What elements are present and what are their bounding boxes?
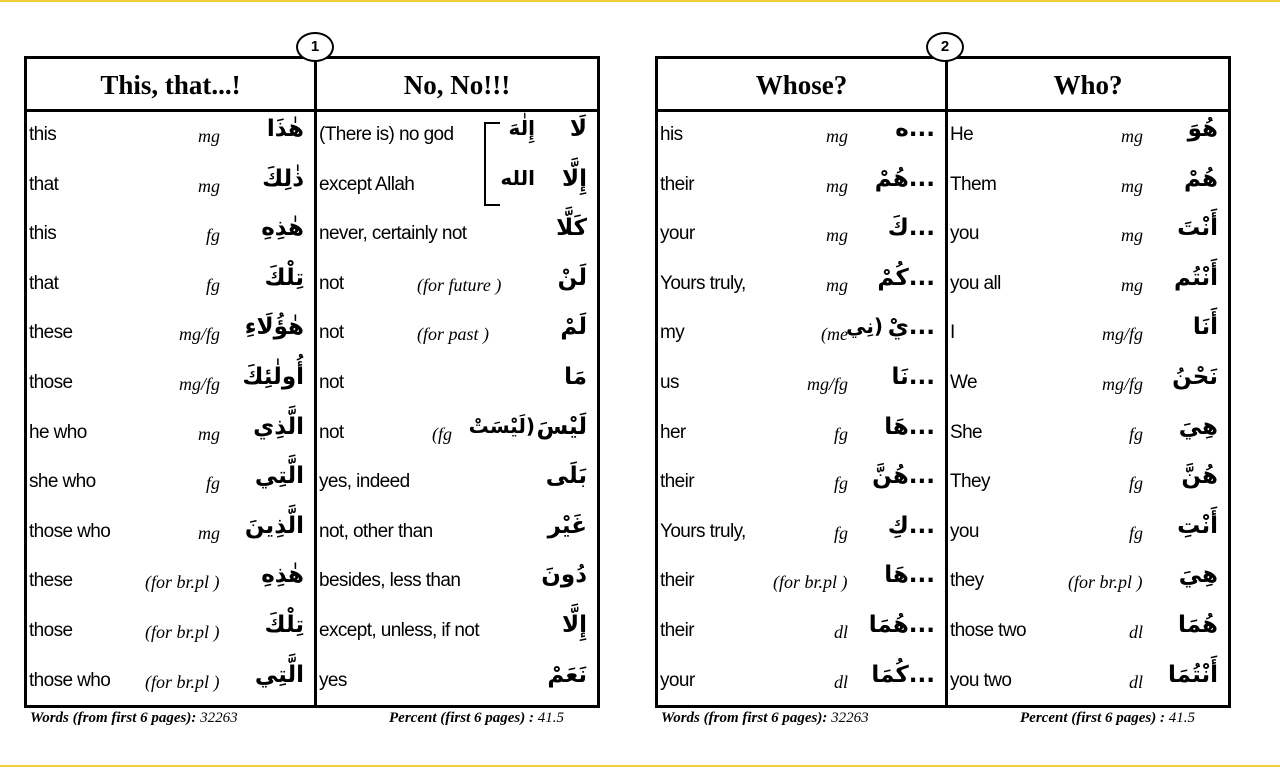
table-row [317,509,597,559]
table-row [27,658,314,708]
english-gloss: this [29,223,57,245]
grammar-tag: fg [206,274,221,295]
english-gloss: their [660,471,694,493]
english-gloss: those [29,371,73,393]
footer-words [30,710,238,727]
arabic-word: الَّتِي [254,661,304,688]
english-gloss: your [660,223,695,245]
arabic-word: هٰؤُلَاءِ [244,314,304,341]
arabic-word: تِلْكَ [264,611,304,638]
arabic-word: لَمْ [560,314,587,341]
table-row [317,658,597,708]
table-row [658,509,945,559]
english-gloss: Them [950,173,997,195]
grammar-tag: dl [1129,621,1144,642]
table-row [658,261,945,311]
grammar-tag: (for past ) [417,324,489,345]
english-gloss: us [660,371,679,393]
page-number-1: 1 [296,32,334,62]
arabic-word: لَنْ [557,264,587,291]
table-row [658,658,945,708]
english-gloss: yes, indeed [319,471,410,493]
table-row [658,162,945,212]
english-gloss: you [950,520,979,542]
column-whose [658,59,945,705]
english-gloss: their [660,619,694,641]
grammar-tag: mg [1121,175,1143,196]
arabic-word: مَا [564,363,587,390]
arabic-word: ...هُمَا [868,611,935,638]
english-gloss: these [29,322,73,344]
arabic-word: الَّذِينَ [244,512,304,539]
table-row [948,360,1228,410]
english-gloss: you two [950,669,1012,691]
shahada-bracket [484,122,500,206]
rows [658,112,945,707]
table-row [948,162,1228,212]
table-row [27,558,314,608]
table-row [27,112,314,162]
grammar-tag: dl [1129,671,1144,692]
arabic-word: كَلَّا [556,215,587,242]
table-row [948,310,1228,360]
arabic-word: هٰذِهِ [261,215,304,242]
english-gloss: they [950,570,984,592]
grammar-tag: (for br.pl ) [145,621,220,642]
grammar-tag: mg [826,126,848,146]
arabic-word: إِلَّا [561,165,587,192]
arabic-word: هِيَ [1178,562,1218,589]
grammar-tag: fg [834,473,849,494]
table-row [317,310,597,360]
arabic-word: أَنْتَ [1177,215,1218,242]
grammar-tag: mg [826,225,848,246]
arabic-word: ...كِ [887,512,935,539]
arabic-word: ...هُمْ [874,165,935,192]
english-gloss: my [660,322,685,344]
english-gloss: their [660,173,694,195]
column-title: Who? [1053,70,1123,100]
table-row [948,211,1228,261]
table-row [27,459,314,509]
arabic-word: نَعَمْ [547,661,587,688]
arabic-word: بَلَى [545,463,587,490]
table-row [658,211,945,261]
page-number-2: 2 [926,32,964,62]
table-row [317,608,597,658]
table-row [948,608,1228,658]
table-row [658,608,945,658]
grammar-tag: (for br.pl ) [145,671,220,692]
table-row [658,410,945,460]
arabic-word: ...هَا [884,562,935,589]
arabic-word: أُولٰئِكَ [242,363,304,390]
column-title: Whose? [755,70,848,100]
english-gloss: those who [29,669,111,691]
top-rule [0,0,1280,2]
grammar-tag: dl [834,671,849,692]
grammar-tag: (for br.pl ) [773,572,848,593]
table-row [317,410,597,460]
grammar-tag: mg [1121,225,1143,246]
grammar-tag: mg [826,274,848,295]
table-row [948,558,1228,608]
words-label: Words (from first 6 pages): [661,710,828,726]
english-gloss: She [950,421,983,443]
words-value: 32263 [831,710,869,726]
column-this-that [27,59,314,705]
grammar-tag: (for br.pl ) [145,572,220,593]
grammar-tag: fg [1129,522,1144,543]
arabic-word: أَنْتِ [1177,512,1218,539]
arabic-word-secondary: (لَيْسَتْ [468,413,535,438]
english-gloss: those [29,619,73,641]
grammar-tag: mg/fg [179,373,221,394]
arabic-word-secondary: (نِي [846,314,883,339]
arabic-word: ...كُمْ [877,264,935,291]
table-row [27,310,314,360]
english-gloss: Yours truly, [660,520,746,542]
arabic-word: ...هَا [884,413,935,440]
english-gloss: not [319,371,344,393]
vocab-card-2 [655,56,1231,708]
table-row [27,360,314,410]
rows [317,112,597,707]
grammar-tag: mg/fg [1102,324,1144,345]
grammar-tag: mg [198,126,220,146]
grammar-tag: fg [1129,423,1144,444]
table-row [317,211,597,261]
english-gloss: besides, less than [319,570,461,592]
column-no-no [317,59,597,705]
english-gloss: He [950,124,974,145]
column-title: This, that...! [100,70,241,100]
table-row [317,261,597,311]
table-row [27,509,314,559]
table-row [658,310,945,360]
arabic-word: ...كُمَا [871,661,935,688]
grammar-tag: mg [198,423,220,444]
arabic-word: هٰذِهِ [261,562,304,589]
arabic-word: هُنَّ [1181,463,1218,490]
english-gloss: he who [29,421,87,443]
english-gloss: (There is) no god [319,124,454,145]
footer-percent [389,710,564,727]
english-gloss: They [950,471,990,493]
grammar-tag: (for br.pl ) [1068,572,1143,593]
english-gloss: not, other than [319,520,433,542]
grammar-tag: mg [826,175,848,196]
table-row [317,162,597,212]
arabic-word: الَّتِي [254,463,304,490]
arabic-word: تِلْكَ [264,264,304,291]
english-gloss: those who [29,520,111,542]
column-who [948,59,1228,705]
grammar-tag: (fg [432,423,452,444]
table-row [658,558,945,608]
footer-percent [1020,710,1195,727]
table-row [27,410,314,460]
english-gloss: never, certainly not [319,223,467,245]
grammar-tag: fg [834,423,849,444]
grammar-tag: (me [821,324,848,345]
arabic-word: ذٰلِكَ [262,165,304,192]
english-gloss: not [319,272,344,294]
grammar-tag: fg [206,225,221,246]
table-row [317,360,597,410]
arabic-word: هٰذَا [266,116,304,142]
grammar-tag: mg [1121,274,1143,295]
arabic-word: لَا [569,116,587,142]
arabic-word: ...كَ [887,215,935,242]
english-gloss: her [660,421,686,443]
table-row [948,658,1228,708]
bottom-rule [0,765,1280,767]
arabic-word: هِيَ [1178,413,1218,440]
english-gloss: Yours truly, [660,272,746,294]
arabic-word: هُوَ [1187,116,1218,142]
arabic-word: ...ه [895,116,935,142]
english-gloss: that [29,272,59,294]
arabic-word: ...نَا [891,363,935,390]
arabic-word: غَيْر [547,512,587,539]
grammar-tag: mg/fg [179,324,221,345]
grammar-tag: mg/fg [807,373,849,394]
table-row [658,360,945,410]
grammar-tag: fg [206,473,221,494]
grammar-tag: mg/fg [1102,373,1144,394]
rows [948,112,1228,707]
table-row [317,459,597,509]
arabic-word: الَّذِي [253,413,304,440]
english-gloss: his [660,124,683,145]
arabic-word: أَنْتُمَا [1168,661,1218,688]
grammar-tag: mg [198,522,220,543]
table-row [27,261,314,311]
arabic-word: هُمْ [1184,165,1218,192]
grammar-tag: fg [1129,473,1144,494]
english-gloss: except Allah [319,173,415,195]
arabic-word: أَنْتُم [1174,264,1218,291]
english-gloss: that [29,173,59,195]
arabic-word: دُونَ [541,562,587,589]
percent-label: Percent (first 6 pages) : [389,710,534,726]
arabic-word: هُمَا [1177,611,1218,638]
table-row [948,459,1228,509]
arabic-word: لَيْسَ [536,413,587,440]
table-row [658,459,945,509]
english-gloss: this [29,124,57,145]
words-value: 32263 [200,710,238,726]
english-gloss: not [319,322,344,344]
english-gloss: yes [319,669,347,691]
percent-value: 41.5 [537,710,564,726]
table-row [27,162,314,212]
grammar-tag: mg [198,175,220,196]
arabic-word: ...يْ [887,314,935,341]
table-row [948,112,1228,162]
grammar-tag: fg [834,522,849,543]
table-row [27,211,314,261]
footer-words [661,710,869,727]
english-gloss: their [660,570,694,592]
arabic-word: إِلَّا [561,611,587,638]
english-gloss: I [950,322,955,344]
grammar-tag: mg [1121,126,1143,146]
percent-label: Percent (first 6 pages) : [1020,710,1165,726]
english-gloss: she who [29,471,96,493]
rows [27,112,314,707]
grammar-tag: (for future ) [417,274,502,295]
english-gloss: these [29,570,73,592]
vocab-card-1 [24,56,600,708]
table-row [948,509,1228,559]
arabic-word: ...هُنَّ [872,463,935,490]
english-gloss: except, unless, if not [319,619,480,641]
english-gloss: We [950,371,977,393]
percent-value: 41.5 [1168,710,1195,726]
table-row [27,608,314,658]
english-gloss: not [319,421,344,443]
arabic-word-secondary: الله [500,165,535,190]
english-gloss: you [950,223,979,245]
arabic-word: نَحْنُ [1172,363,1218,390]
table-row [948,410,1228,460]
english-gloss: those two [950,619,1026,641]
grammar-tag: dl [834,621,849,642]
english-gloss: your [660,669,695,691]
table-row [317,112,597,162]
arabic-word: أَنَا [1192,314,1218,341]
words-label: Words (from first 6 pages): [30,710,197,726]
arabic-word-secondary: إِلٰهَ [508,116,535,140]
table-row [317,558,597,608]
table-row [948,261,1228,311]
column-title: No, No!!! [403,70,511,100]
table-row [658,112,945,162]
english-gloss: you all [950,272,1001,294]
